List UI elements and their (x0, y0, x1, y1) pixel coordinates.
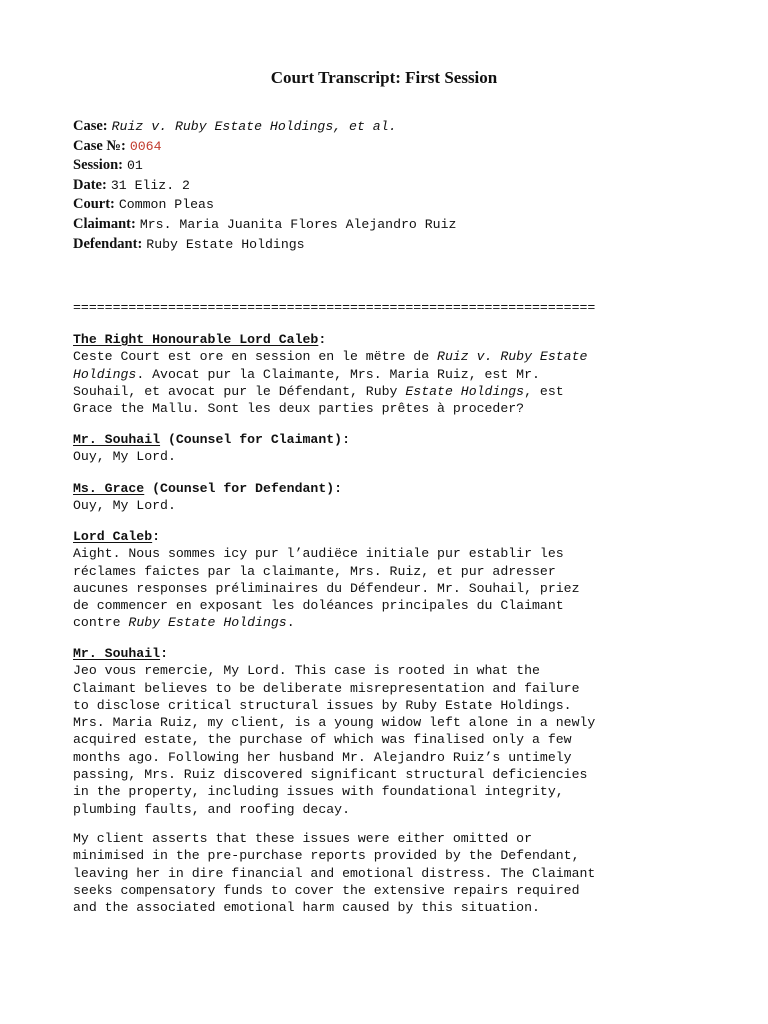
meta-claimant (73, 214, 456, 234)
speech-line: Claimant believes to be deliberate misrepresentation and failure (73, 680, 580, 696)
speaker-heading: The Right Honourable Lord Caleb: (73, 332, 327, 347)
speech-line: My client asserts that these issues were either omitted or (73, 831, 532, 846)
speech-line: minimised in the pre-purchase reports provided by the Defendant, (73, 848, 580, 864)
speaker-name: Ms. Grace (73, 481, 145, 496)
transcript-paragraph-souhail-continued (73, 830, 693, 916)
speech-line: leaving her in dire financial and emotional distress. The Claimant (73, 865, 596, 881)
speech-line (73, 366, 693, 383)
speech-text: contre (73, 615, 129, 631)
date-value: 31 Eliz. 2 (110, 177, 190, 193)
section-divider: ================================================================== (73, 300, 596, 315)
claimant-label: Claimant: (73, 215, 136, 232)
speech-line: Ouy, My Lord. (73, 498, 176, 514)
case-metadata (73, 116, 456, 253)
session-label: Session: (73, 157, 123, 174)
speech-line: réclames faictes par la claimante, Mrs. Ruiz, et pur adresser (73, 563, 556, 579)
speaker-heading: Mr. Souhail: (73, 646, 168, 661)
meta-session (73, 155, 456, 175)
speech-line: plumbing faults, and roofing decay. (73, 801, 350, 817)
claimant-value: Mrs. Maria Juanita Flores Alejandro Ruiz (139, 216, 457, 232)
speaker-name: Mr. Souhail (73, 646, 161, 661)
speech-line: to disclose critical structural issues by Ruby Estate Holdings. (73, 697, 572, 713)
speech-line: aucunes responses préliminaires du Défendeur. Mr. Souhail, priez (73, 580, 580, 596)
speech-line: Ouy, My Lord. (73, 449, 176, 465)
session-value: 01 (126, 158, 143, 174)
meta-date (73, 175, 456, 195)
meta-court (73, 194, 456, 214)
page-title: Court Transcript: First Session (270, 68, 498, 87)
speaker-heading (73, 480, 693, 497)
speaker-heading: Lord Caleb: (73, 529, 161, 544)
transcript-entry-mr-souhail-2 (73, 645, 693, 818)
speech-line: Grace the Mallu. Sont les deux parties prêtes à proceder? (73, 401, 525, 417)
meta-defendant (73, 234, 456, 254)
speech-line: passing, Mrs. Ruiz discovered significant structural deficiencies (73, 767, 588, 783)
transcript-entry-lord-caleb-2 (73, 528, 693, 632)
transcript-entry-lord-caleb-1 (73, 331, 693, 417)
speaker-name: Mr. Souhail (73, 432, 161, 447)
date-label: Date: (73, 176, 107, 193)
speaker-heading (73, 431, 693, 448)
speech-line: Mrs. Maria Ruiz, my client, is a young widow left alone in a newly (73, 715, 596, 731)
case-number-label: Case №: (73, 137, 126, 154)
defendant-label: Defendant: (73, 235, 143, 252)
speech-line: acquired estate, the purchase of which was finalised only a few (73, 732, 572, 748)
speech-line: months ago. Following her husband Mr. Alejandro Ruiz’s untimely (73, 749, 572, 765)
speech-text: . (286, 615, 295, 631)
speech-line: seeks compensatory funds to cover the extensive repairs required (73, 882, 580, 898)
defendant-value: Ruby Estate Holdings (146, 236, 305, 252)
speech-text: . Avocat pur la Claimante, Mrs. Maria Ruiz, est Mr. (136, 366, 540, 382)
speaker-name: The Right Honourable Lord Caleb (73, 332, 319, 347)
speech-text: Ceste Court est ore en session en le mëtre de (73, 349, 438, 365)
speaker-role: (Counsel for Defendant): (144, 481, 343, 496)
speech-line (73, 383, 693, 400)
speech-text: , est (524, 383, 564, 399)
case-number-value: 0064 (129, 138, 162, 154)
speech-line: in the property, including issues with foundational integrity, (73, 784, 564, 800)
speech-line (73, 348, 693, 365)
case-value: Ruiz v. Ruby Estate Holdings, et al. (111, 119, 397, 134)
party-reference: Estate Holdings (405, 383, 525, 399)
case-reference: Holdings (73, 366, 137, 382)
party-reference: Ruby Estate Holdings (128, 615, 287, 631)
speaker-role: (Counsel for Claimant): (160, 432, 350, 447)
court-value: Common Pleas (118, 197, 214, 213)
meta-case-number (73, 136, 456, 156)
speech-line: and the associated emotional harm caused by this situation. (73, 900, 540, 916)
transcript-entry-mr-souhail-1 (73, 431, 693, 466)
court-label: Court: (73, 196, 115, 213)
meta-case (73, 116, 456, 136)
case-reference: Ruiz v. Ruby Estate (437, 349, 588, 365)
speech-line: de commencer en exposant les doléances principales du Claimant (73, 598, 564, 614)
speaker-name: Lord Caleb (73, 529, 153, 544)
speech-line: Aight. Nous sommes icy pur l’audiëce initiale pur establir les (73, 546, 564, 562)
speech-line (73, 614, 693, 631)
transcript-entry-ms-grace (73, 480, 693, 515)
speech-text: Souhail, et avocat pur le Défendant, Ruby (73, 383, 406, 399)
speech-line: Jeo vous remercie, My Lord. This case is rooted in what the (73, 663, 540, 679)
case-label: Case: (73, 118, 108, 134)
